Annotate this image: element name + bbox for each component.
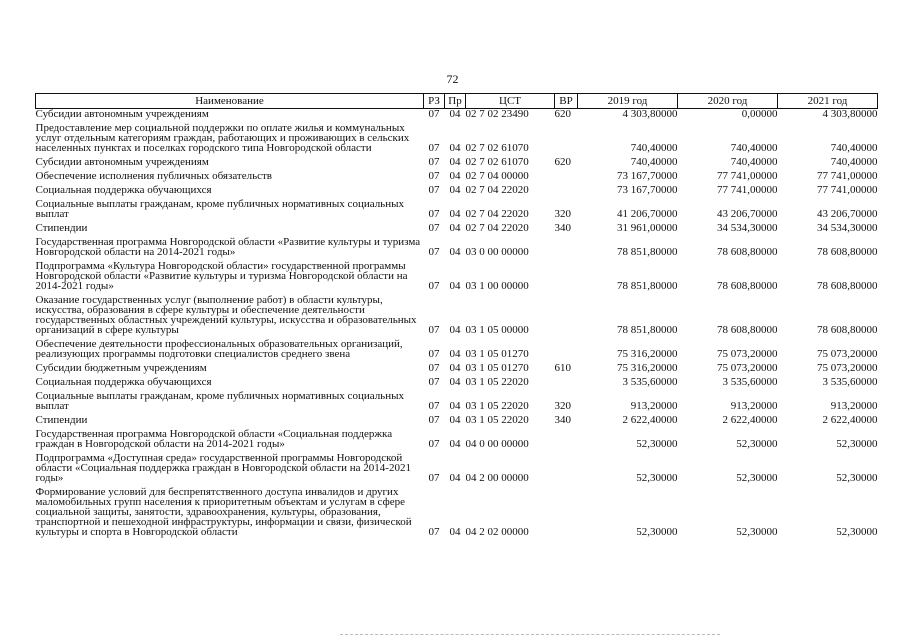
cell-name: Обеспечение деятельности профессиональных образовательных организаций, реализующих программы подготовки специалистов среднего звена — [35, 338, 403, 360]
cell-y2020: 913,20000 — [730, 400, 778, 412]
cell-name: Социальные выплаты гражданам, кроме публичных нормативных социальных выплат — [35, 390, 404, 412]
page-number: 72 — [446, 72, 459, 86]
cell-y2020: 75 073,20000 — [717, 348, 778, 360]
cell-y2020: 78 608,80000 — [717, 246, 778, 258]
cell-y2019: 75 316,20000 — [617, 362, 678, 374]
cell-y2020: 0,00000 — [741, 108, 778, 120]
cell-cst: 03 1 05 01270 — [465, 362, 529, 374]
cell-y2019: 52,30000 — [636, 438, 678, 450]
cell-y2020: 3 535,60000 — [722, 376, 778, 388]
cell-y2021: 34 534,30000 — [817, 222, 878, 234]
cell-y2021: 75 073,20000 — [817, 362, 878, 374]
table-row — [36, 237, 878, 257]
cell-rz: 07 — [428, 170, 440, 182]
cell-y2019: 52,30000 — [636, 526, 678, 538]
table-row — [36, 199, 878, 219]
cell-vr — [555, 429, 578, 449]
cell-vr: 340 — [554, 414, 571, 426]
table-row — [36, 453, 878, 483]
cell-cst: 03 1 05 01270 — [465, 348, 529, 360]
cell-pr: 04 — [449, 348, 461, 360]
cell-y2021: 4 303,80000 — [822, 108, 878, 120]
cell-pr: 04 — [449, 400, 461, 412]
cell-cst: 02 7 04 22020 — [465, 222, 529, 234]
cell-pr: 04 — [449, 184, 461, 196]
cell-cst: 03 1 05 22020 — [465, 400, 529, 412]
cell-cst: 04 2 00 00000 — [465, 472, 529, 484]
table-body — [36, 109, 878, 538]
cell-y2020: 34 534,30000 — [717, 222, 778, 234]
cell-rz: 07 — [428, 362, 440, 374]
cell-cst: 04 0 00 00000 — [465, 438, 529, 450]
cell-pr: 04 — [449, 222, 461, 234]
cell-cst: 02 7 04 00000 — [465, 170, 529, 182]
cell-rz: 07 — [428, 414, 440, 426]
cell-y2019: 2 622,40000 — [622, 414, 678, 426]
cell-vr: 320 — [554, 400, 571, 412]
cell-name: Государственная программа Новгородской области «Развитие культуры и туризма Новгородской области на 2014-2021 годы» — [35, 236, 421, 258]
cell-y2021: 913,20000 — [830, 400, 878, 412]
header-rz: РЗ — [424, 94, 445, 109]
cell-y2021: 52,30000 — [836, 472, 878, 484]
cell-pr: 04 — [449, 414, 461, 426]
table-row — [36, 487, 878, 537]
cell-y2020: 77 741,00000 — [717, 170, 778, 182]
cell-y2021: 78 608,80000 — [817, 246, 878, 258]
cell-y2020: 78 608,80000 — [717, 324, 778, 336]
table-row — [36, 391, 878, 411]
cell-cst: 03 1 05 00000 — [465, 324, 529, 336]
cell-name: Субсидии бюджетным учреждениям — [35, 362, 207, 374]
cell-pr: 04 — [449, 246, 461, 258]
cell-vr: 620 — [554, 108, 571, 120]
cell-y2020: 75 073,20000 — [717, 362, 778, 374]
cell-name: Субсидии автономным учреждениям — [35, 156, 209, 168]
cell-y2020: 740,40000 — [730, 156, 778, 168]
cell-cst: 02 7 04 22020 — [465, 184, 529, 196]
cell-vr — [555, 453, 578, 483]
header-2019: 2019 год — [578, 94, 678, 109]
cell-rz: 07 — [428, 324, 440, 336]
cell-rz: 07 — [428, 438, 440, 450]
header-vr: ВР — [555, 94, 578, 109]
cell-y2019: 78 851,80000 — [617, 246, 678, 258]
cell-y2020: 77 741,00000 — [717, 184, 778, 196]
cell-vr — [555, 377, 578, 387]
cell-y2021: 78 608,80000 — [817, 324, 878, 336]
table-row — [36, 295, 878, 335]
table-row — [36, 261, 878, 291]
header-2020: 2020 год — [678, 94, 778, 109]
cell-pr: 04 — [449, 376, 461, 388]
cell-vr: 610 — [554, 362, 571, 374]
cell-y2019: 740,40000 — [630, 156, 678, 168]
cell-rz: 07 — [428, 246, 440, 258]
cell-y2019: 4 303,80000 — [622, 108, 678, 120]
budget-table — [35, 93, 878, 537]
table-row — [36, 223, 878, 233]
cell-rz: 07 — [428, 156, 440, 168]
cell-y2020: 52,30000 — [736, 438, 778, 450]
cell-name: Оказание государственных услуг (выполнение работ) в области культуры, искусства, образования в сфере культуры и обеспечение деятельности государственных областных учреждений культуры, искусства и образовательных организаций в сфере культуры — [35, 294, 417, 336]
cell-y2019: 75 316,20000 — [617, 348, 678, 360]
table-row — [36, 377, 878, 387]
cell-name: Стипендии — [35, 222, 88, 234]
cell-name: Стипендии — [35, 414, 88, 426]
header-name: Наименование — [36, 94, 424, 109]
cell-pr: 04 — [449, 324, 461, 336]
cell-vr — [555, 487, 578, 537]
cell-cst: 02 7 02 61070 — [465, 156, 529, 168]
cell-rz: 07 — [428, 376, 440, 388]
cell-y2019: 52,30000 — [636, 472, 678, 484]
cell-name: Социальные выплаты гражданам, кроме публичных нормативных социальных выплат — [35, 198, 404, 220]
cell-cst: 02 7 04 22020 — [465, 208, 529, 220]
cell-y2021: 740,40000 — [830, 142, 878, 154]
cell-y2021: 740,40000 — [830, 156, 878, 168]
cell-name: Подпрограмма «Культура Новгородской области» государственной программы Новгородской области «Развитие культуры и туризма Новгородской области на 2014-2021 годы» — [35, 260, 408, 292]
cell-vr — [555, 339, 578, 359]
cell-y2020: 78 608,80000 — [717, 280, 778, 292]
cell-vr — [555, 123, 578, 153]
cell-cst: 02 7 02 23490 — [465, 108, 529, 120]
cell-pr: 04 — [449, 108, 461, 120]
cell-y2019: 73 167,70000 — [617, 184, 678, 196]
cell-pr: 04 — [449, 526, 461, 538]
table-header-row — [36, 94, 878, 109]
cell-pr: 04 — [449, 438, 461, 450]
cell-y2019: 78 851,80000 — [617, 324, 678, 336]
table-row — [36, 171, 878, 181]
cell-rz: 07 — [428, 526, 440, 538]
cell-cst: 04 2 02 00000 — [465, 526, 529, 538]
cell-rz: 07 — [428, 400, 440, 412]
cell-y2019: 41 206,70000 — [617, 208, 678, 220]
table-row — [36, 123, 878, 153]
cell-y2021: 78 608,80000 — [817, 280, 878, 292]
cell-pr: 04 — [449, 472, 461, 484]
cell-y2021: 77 741,00000 — [817, 170, 878, 182]
cell-y2019: 31 961,00000 — [617, 222, 678, 234]
cell-y2021: 2 622,40000 — [822, 414, 878, 426]
cell-cst: 03 1 05 22020 — [465, 376, 529, 388]
header-pr: Пр — [445, 94, 466, 109]
cell-pr: 04 — [449, 208, 461, 220]
cell-y2021: 75 073,20000 — [817, 348, 878, 360]
cell-name: Социальная поддержка обучающихся — [35, 184, 212, 196]
table-row — [36, 415, 878, 425]
cell-pr: 04 — [449, 156, 461, 168]
cell-cst: 03 1 00 00000 — [465, 280, 529, 292]
cell-y2021: 43 206,70000 — [817, 208, 878, 220]
cell-name: Государственная программа Новгородской области «Социальная поддержка граждан в Новгородской области на 2014-2021 годы» — [35, 428, 393, 450]
header-2021: 2021 год — [778, 94, 878, 109]
table-row — [36, 429, 878, 449]
cell-name: Формирование условий для беспрепятственного доступа инвалидов и других маломобильных групп населения к приоритетным объектам и услугам в сфере социальной защиты, занятости, здравоохранения, культуры, образования, транспортной и пешеходной инфраструктуры, информации и связи, физической культуры и спорта в Новгородской области — [35, 486, 412, 538]
table-row — [36, 185, 878, 195]
cell-name: Социальная поддержка обучающихся — [35, 376, 212, 388]
cell-pr: 04 — [449, 142, 461, 154]
cell-y2020: 52,30000 — [736, 472, 778, 484]
cell-rz: 07 — [428, 222, 440, 234]
cell-pr: 04 — [449, 362, 461, 374]
cell-vr: 340 — [554, 222, 571, 234]
cell-rz: 07 — [428, 472, 440, 484]
cell-cst: 03 0 00 00000 — [465, 246, 529, 258]
cell-vr — [555, 237, 578, 257]
cell-y2019: 78 851,80000 — [617, 280, 678, 292]
table-row — [36, 339, 878, 359]
cell-y2020: 52,30000 — [736, 526, 778, 538]
cell-y2021: 52,30000 — [836, 526, 878, 538]
header-cst: ЦСТ — [466, 94, 555, 109]
table-row — [36, 363, 878, 373]
cell-vr: 620 — [554, 156, 571, 168]
footer-divider — [340, 634, 720, 635]
cell-y2021: 77 741,00000 — [817, 184, 878, 196]
cell-rz: 07 — [428, 208, 440, 220]
cell-cst: 02 7 02 61070 — [465, 142, 529, 154]
cell-vr: 320 — [554, 208, 571, 220]
cell-y2020: 2 622,40000 — [722, 414, 778, 426]
cell-y2021: 52,30000 — [836, 438, 878, 450]
cell-rz: 07 — [428, 184, 440, 196]
cell-y2019: 913,20000 — [630, 400, 678, 412]
cell-vr — [555, 295, 578, 335]
cell-name: Субсидии автономным учреждениям — [35, 108, 209, 120]
cell-rz: 07 — [428, 142, 440, 154]
cell-rz: 07 — [428, 280, 440, 292]
cell-y2019: 73 167,70000 — [617, 170, 678, 182]
cell-pr: 04 — [449, 170, 461, 182]
table-row — [36, 109, 878, 120]
cell-name: Подпрограмма «Доступная среда» государственной программы Новгородской области «Социальная поддержка граждан в Новгородской области на 2014-2021 годы» — [35, 452, 411, 484]
cell-y2021: 3 535,60000 — [822, 376, 878, 388]
cell-y2020: 43 206,70000 — [717, 208, 778, 220]
cell-y2019: 740,40000 — [630, 142, 678, 154]
table-row — [36, 157, 878, 167]
cell-pr: 04 — [449, 280, 461, 292]
cell-name: Предоставление мер социальной поддержки по оплате жилья и коммунальных услуг отдельным категориям граждан, работающих и проживающих в сельских населенных пунктах и поселках городского типа Новгородской области — [35, 122, 410, 154]
cell-rz: 07 — [428, 348, 440, 360]
cell-rz: 07 — [428, 108, 440, 120]
cell-y2019: 3 535,60000 — [622, 376, 678, 388]
cell-vr — [555, 185, 578, 195]
cell-cst: 03 1 05 22020 — [465, 414, 529, 426]
cell-vr — [555, 261, 578, 291]
cell-vr — [555, 171, 578, 181]
cell-y2020: 740,40000 — [730, 142, 778, 154]
cell-name: Обеспечение исполнения публичных обязательств — [35, 170, 273, 182]
